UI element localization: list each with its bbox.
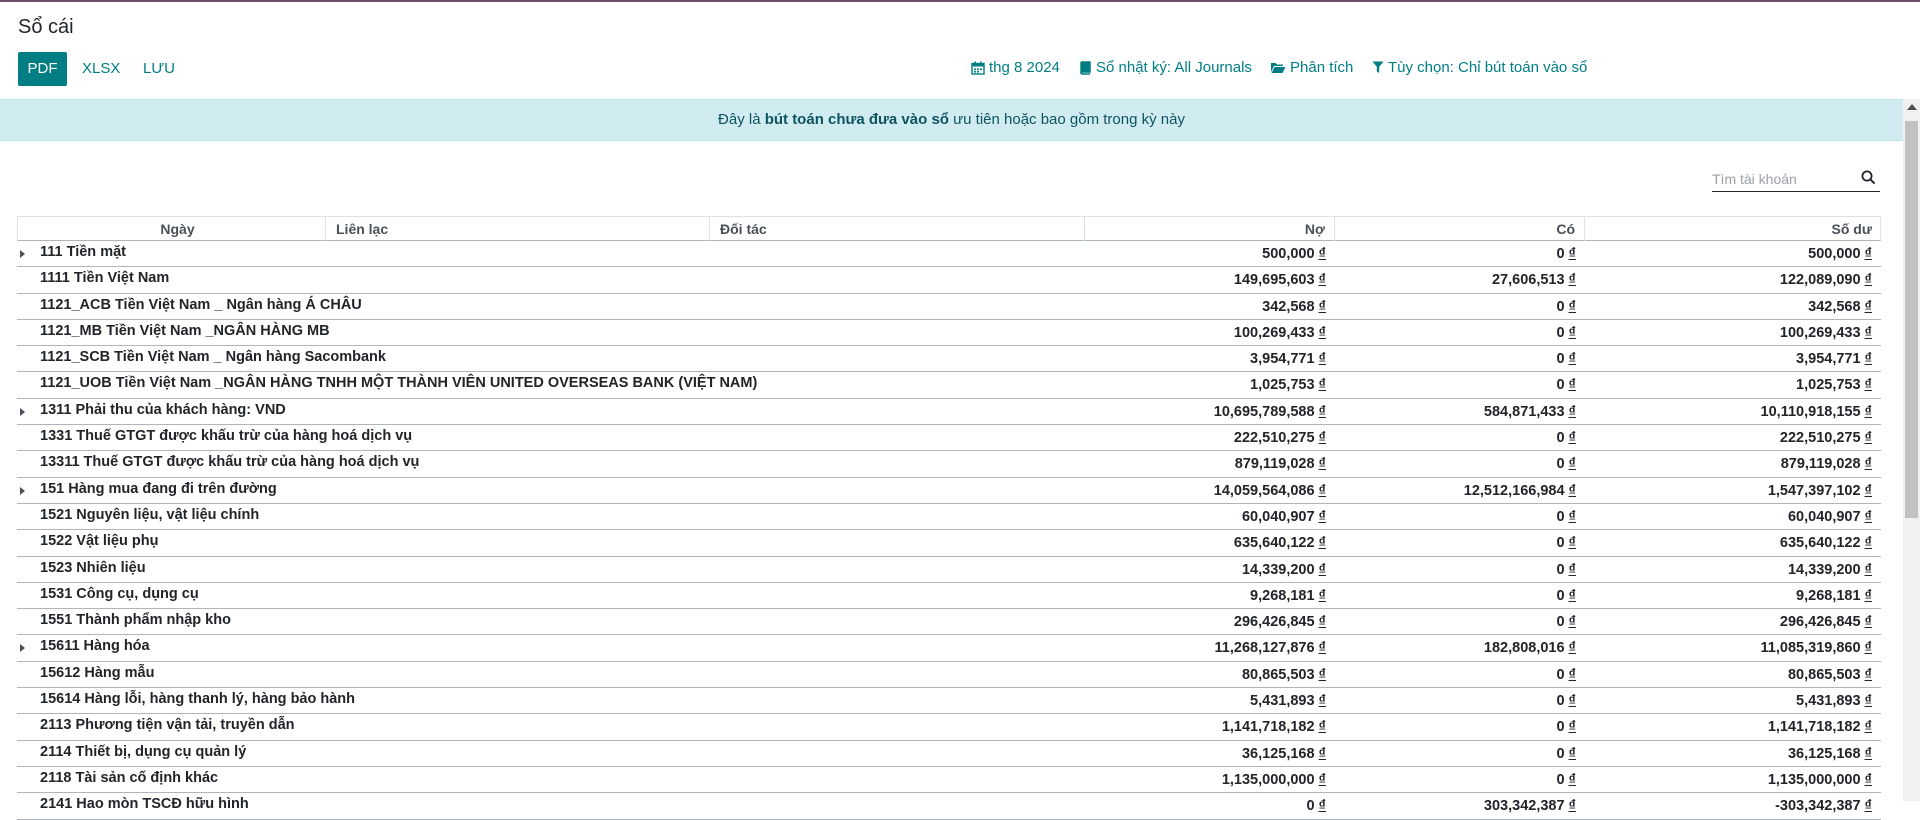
currency-symbol: ₫ bbox=[1864, 272, 1872, 289]
credit-amount bbox=[1334, 535, 1576, 551]
currency-symbol: ₫ bbox=[1568, 798, 1576, 815]
debit-amount bbox=[1084, 377, 1326, 393]
account-row[interactable] bbox=[17, 741, 1881, 767]
account-row[interactable] bbox=[17, 478, 1881, 504]
balance-amount-value: 879,119,028 bbox=[1780, 456, 1861, 473]
currency-symbol: ₫ bbox=[1318, 298, 1326, 315]
currency-symbol: ₫ bbox=[1318, 693, 1326, 710]
currency-symbol: ₫ bbox=[1318, 246, 1326, 262]
balance-amount bbox=[1584, 614, 1872, 630]
debit-amount bbox=[1084, 640, 1326, 656]
folder-open-icon bbox=[1270, 61, 1286, 74]
debit-amount bbox=[1084, 614, 1326, 630]
debit-amount-value: 342,568 bbox=[1262, 298, 1315, 315]
debit-amount bbox=[1084, 456, 1326, 472]
credit-amount bbox=[1334, 719, 1576, 735]
currency-symbol: ₫ bbox=[1568, 508, 1576, 525]
credit-amount bbox=[1334, 246, 1576, 262]
balance-amount bbox=[1584, 562, 1872, 578]
account-name: 2113 Phương tiện vận tải, truyền dẫn bbox=[40, 717, 295, 734]
balance-amount bbox=[1584, 377, 1872, 393]
debit-amount-value: 14,339,200 bbox=[1241, 561, 1315, 578]
caret-right-icon[interactable] bbox=[20, 644, 25, 652]
currency-symbol: ₫ bbox=[1318, 351, 1326, 368]
debit-amount bbox=[1084, 404, 1326, 420]
balance-amount bbox=[1584, 299, 1872, 315]
account-name: 1522 Vật liệu phụ bbox=[40, 533, 159, 550]
currency-symbol: ₫ bbox=[1864, 561, 1872, 578]
account-name: 1311 Phải thu của khách hàng: VND bbox=[40, 401, 286, 418]
balance-amount-value: 14,339,200 bbox=[1787, 561, 1861, 578]
currency-symbol: ₫ bbox=[1568, 298, 1576, 315]
balance-amount-value: 342,568 bbox=[1808, 298, 1861, 315]
alert-suffix: ưu tiên hoặc bao gồm trong kỳ này bbox=[948, 111, 1185, 128]
currency-symbol: ₫ bbox=[1318, 430, 1326, 447]
currency-symbol: ₫ bbox=[1864, 666, 1872, 683]
scrollbar-thumb[interactable] bbox=[1905, 121, 1918, 518]
debit-amount-value: 14,059,564,086 bbox=[1213, 482, 1315, 499]
debit-amount bbox=[1084, 772, 1326, 788]
pdf-button[interactable]: PDF bbox=[18, 52, 67, 86]
credit-amount-value: 0 bbox=[1556, 719, 1565, 736]
currency-symbol: ₫ bbox=[1568, 561, 1576, 578]
account-row[interactable] bbox=[17, 688, 1881, 714]
credit-amount bbox=[1334, 693, 1576, 709]
alert-draft-entries-link[interactable]: bút toán chưa đưa vào sổ bbox=[764, 111, 949, 128]
balance-amount bbox=[1584, 246, 1872, 262]
credit-amount-value: 0 bbox=[1556, 324, 1565, 341]
currency-symbol: ₫ bbox=[1864, 745, 1872, 762]
column-credit[interactable]: Có bbox=[1335, 217, 1585, 241]
currency-symbol: ₫ bbox=[1864, 482, 1872, 499]
currency-symbol: ₫ bbox=[1568, 587, 1576, 604]
balance-amount bbox=[1584, 746, 1872, 762]
credit-amount bbox=[1334, 798, 1576, 814]
account-name: 111 Tiền mặt bbox=[40, 244, 126, 260]
column-balance[interactable]: Số dư bbox=[1831, 221, 1872, 237]
account-name: 1111 Tiền Việt Nam bbox=[40, 270, 170, 287]
search-icon[interactable] bbox=[1861, 170, 1876, 185]
credit-amount-value: 0 bbox=[1556, 771, 1565, 788]
currency-symbol: ₫ bbox=[1318, 719, 1326, 736]
account-name: 15612 Hàng mẫu bbox=[40, 664, 155, 681]
balance-amount bbox=[1584, 404, 1872, 420]
credit-amount-value: 0 bbox=[1556, 666, 1565, 683]
balance-amount-value: 10,110,918,155 bbox=[1760, 403, 1861, 420]
currency-symbol: ₫ bbox=[1318, 771, 1326, 788]
balance-amount bbox=[1584, 719, 1872, 735]
column-debit[interactable]: Nợ bbox=[1085, 217, 1335, 241]
account-row[interactable] bbox=[17, 662, 1881, 688]
column-date[interactable]: Ngày bbox=[30, 217, 326, 241]
balance-amount bbox=[1584, 456, 1872, 472]
balance-amount-value: 296,426,845 bbox=[1779, 614, 1861, 631]
account-row[interactable] bbox=[17, 767, 1881, 793]
currency-symbol: ₫ bbox=[1318, 798, 1326, 815]
debit-amount-value: 1,141,718,182 bbox=[1221, 719, 1315, 736]
account-name: 15614 Hàng lỗi, hàng thanh lý, hàng bảo hành bbox=[40, 691, 356, 708]
debit-amount-value: 149,695,603 bbox=[1233, 272, 1315, 289]
column-partner[interactable]: Đối tác bbox=[710, 217, 1085, 241]
currency-symbol: ₫ bbox=[1568, 482, 1576, 499]
draft-entries-alert bbox=[0, 99, 1903, 141]
balance-amount bbox=[1584, 535, 1872, 551]
balance-amount bbox=[1584, 667, 1872, 683]
balance-amount-value: 9,268,181 bbox=[1796, 587, 1861, 604]
currency-symbol: ₫ bbox=[1864, 693, 1872, 710]
account-row[interactable] bbox=[17, 320, 1881, 346]
credit-amount-value: 0 bbox=[1556, 561, 1565, 578]
debit-amount bbox=[1084, 562, 1326, 578]
xlsx-button[interactable]: XLSX bbox=[82, 60, 121, 77]
account-name: 1121_ACB Tiền Việt Nam _ Ngân hàng Á CHÂU bbox=[40, 296, 362, 313]
currency-symbol: ₫ bbox=[1568, 771, 1576, 788]
debit-amount bbox=[1084, 483, 1326, 499]
book-icon bbox=[1079, 61, 1092, 75]
credit-amount bbox=[1334, 430, 1576, 446]
currency-symbol: ₫ bbox=[1318, 508, 1326, 525]
currency-symbol: ₫ bbox=[1864, 351, 1872, 368]
currency-symbol: ₫ bbox=[1568, 456, 1576, 473]
balance-amount-value: 1,135,000,000 bbox=[1767, 771, 1861, 788]
debit-amount bbox=[1084, 509, 1326, 525]
debit-amount-value: 1,135,000,000 bbox=[1221, 771, 1315, 788]
balance-amount-value: 1,025,753 bbox=[1796, 377, 1861, 394]
credit-amount-value: 0 bbox=[1556, 351, 1565, 368]
balance-amount bbox=[1584, 640, 1872, 656]
account-search bbox=[1712, 166, 1880, 192]
credit-amount-value: 0 bbox=[1556, 430, 1565, 447]
debit-amount-value: 879,119,028 bbox=[1234, 456, 1315, 473]
credit-amount-value: 182,808,016 bbox=[1483, 640, 1565, 657]
credit-amount bbox=[1334, 746, 1576, 762]
credit-amount bbox=[1334, 456, 1576, 472]
account-name: 1121_MB Tiền Việt Nam _NGÂN HÀNG MB bbox=[40, 322, 330, 339]
journals-filter-label: Sổ nhật ký: All Journals bbox=[1096, 59, 1252, 76]
debit-amount bbox=[1084, 667, 1326, 683]
account-name: 2114 Thiết bị, dụng cụ quản lý bbox=[40, 743, 247, 760]
currency-symbol: ₫ bbox=[1864, 535, 1872, 552]
account-row[interactable] bbox=[17, 451, 1881, 477]
account-row[interactable] bbox=[17, 241, 1881, 267]
credit-amount-value: 0 bbox=[1556, 377, 1565, 394]
currency-symbol: ₫ bbox=[1318, 614, 1326, 631]
calendar-icon bbox=[971, 61, 985, 75]
credit-amount-value: 0 bbox=[1556, 246, 1565, 262]
currency-symbol: ₫ bbox=[1568, 693, 1576, 710]
credit-amount-value: 0 bbox=[1556, 587, 1565, 604]
account-row[interactable] bbox=[17, 372, 1881, 398]
currency-symbol: ₫ bbox=[1318, 482, 1326, 499]
credit-amount bbox=[1334, 404, 1576, 420]
account-row[interactable] bbox=[17, 557, 1881, 583]
credit-amount-value: 303,342,387 bbox=[1483, 798, 1565, 815]
balance-amount bbox=[1584, 430, 1872, 446]
currency-symbol: ₫ bbox=[1864, 456, 1872, 473]
currency-symbol: ₫ bbox=[1568, 745, 1576, 762]
currency-symbol: ₫ bbox=[1318, 535, 1326, 552]
account-row[interactable] bbox=[17, 793, 1881, 819]
balance-amount-value: 100,269,433 bbox=[1779, 324, 1861, 341]
account-row[interactable] bbox=[17, 425, 1881, 451]
balance-amount bbox=[1584, 693, 1872, 709]
balance-amount-value: 1,141,718,182 bbox=[1767, 719, 1861, 736]
balance-amount-value: 1,547,397,102 bbox=[1767, 482, 1861, 499]
balance-amount-value: 5,431,893 bbox=[1796, 693, 1861, 710]
balance-amount bbox=[1584, 509, 1872, 525]
currency-symbol: ₫ bbox=[1864, 771, 1872, 788]
debit-amount-value: 3,954,771 bbox=[1250, 351, 1315, 368]
balance-amount-value: 36,125,168 bbox=[1787, 745, 1861, 762]
balance-amount-value: 11,085,319,860 bbox=[1760, 640, 1861, 657]
account-name: 1121_UOB Tiền Việt Nam _NGÂN HÀNG TNHH MỘT THÀNH VIÊN UNITED OVERSEAS BANK (VIỆT NAM) bbox=[40, 375, 758, 392]
date-filter-label: thg 8 2024 bbox=[989, 59, 1060, 76]
account-name: 2141 Hao mòn TSCĐ hữu hình bbox=[40, 796, 249, 813]
credit-amount bbox=[1334, 667, 1576, 683]
caret-right-icon[interactable] bbox=[20, 487, 25, 495]
debit-amount-value: 1,025,753 bbox=[1250, 377, 1315, 394]
balance-amount bbox=[1584, 588, 1872, 604]
account-name: 13311 Thuế GTGT được khấu trừ của hàng hoá dịch vụ bbox=[40, 454, 420, 471]
credit-amount-value: 0 bbox=[1556, 745, 1565, 762]
balance-amount-value: 122,089,090 bbox=[1779, 272, 1861, 289]
debit-amount-value: 36,125,168 bbox=[1241, 745, 1315, 762]
debit-amount bbox=[1084, 693, 1326, 709]
account-name: 151 Hàng mua đang đi trên đường bbox=[40, 480, 277, 497]
account-name: 1121_SCB Tiền Việt Nam _ Ngân hàng Sacombank bbox=[40, 349, 386, 366]
account-name: 1531 Công cụ, dụng cụ bbox=[40, 585, 199, 602]
credit-amount bbox=[1334, 509, 1576, 525]
debit-amount bbox=[1084, 719, 1326, 735]
currency-symbol: ₫ bbox=[1568, 640, 1576, 657]
currency-symbol: ₫ bbox=[1864, 587, 1872, 604]
page-title: Sổ cái bbox=[18, 16, 74, 38]
credit-amount bbox=[1334, 640, 1576, 656]
currency-symbol: ₫ bbox=[1318, 456, 1326, 473]
debit-amount bbox=[1084, 246, 1326, 262]
debit-amount bbox=[1084, 272, 1326, 288]
alert-prefix: Đây là bbox=[718, 111, 765, 128]
debit-amount bbox=[1084, 351, 1326, 367]
credit-amount-value: 0 bbox=[1556, 535, 1565, 552]
credit-amount bbox=[1334, 325, 1576, 341]
balance-amount-value: 80,865,503 bbox=[1787, 666, 1861, 683]
currency-symbol: ₫ bbox=[1864, 298, 1872, 315]
debit-amount bbox=[1084, 430, 1326, 446]
currency-symbol: ₫ bbox=[1864, 719, 1872, 736]
balance-amount-value: -303,342,387 bbox=[1775, 798, 1861, 815]
debit-amount bbox=[1084, 325, 1326, 341]
currency-symbol: ₫ bbox=[1864, 430, 1872, 447]
balance-amount bbox=[1584, 483, 1872, 499]
account-row[interactable] bbox=[17, 294, 1881, 320]
currency-symbol: ₫ bbox=[1864, 377, 1872, 394]
currency-symbol: ₫ bbox=[1568, 351, 1576, 368]
date-filter[interactable] bbox=[971, 59, 1060, 76]
credit-amount-value: 0 bbox=[1556, 508, 1565, 525]
debit-amount-value: 222,510,275 bbox=[1233, 430, 1315, 447]
options-filter[interactable] bbox=[1372, 59, 1587, 76]
currency-symbol: ₫ bbox=[1318, 561, 1326, 578]
currency-symbol: ₫ bbox=[1318, 640, 1326, 657]
account-row[interactable] bbox=[17, 583, 1881, 609]
debit-amount-value: 60,040,907 bbox=[1241, 508, 1315, 525]
account-row[interactable] bbox=[17, 399, 1881, 425]
account-name: 1523 Nhiên liệu bbox=[40, 559, 146, 576]
balance-amount bbox=[1584, 772, 1872, 788]
debit-amount bbox=[1084, 588, 1326, 604]
debit-amount-value: 500,000 bbox=[1262, 246, 1315, 262]
credit-amount bbox=[1334, 562, 1576, 578]
currency-symbol: ₫ bbox=[1568, 614, 1576, 631]
filter-icon bbox=[1372, 61, 1384, 74]
credit-amount bbox=[1334, 272, 1576, 288]
credit-amount bbox=[1334, 614, 1576, 630]
currency-symbol: ₫ bbox=[1864, 798, 1872, 815]
save-button[interactable]: LƯU bbox=[143, 60, 175, 77]
balance-amount-value: 222,510,275 bbox=[1779, 430, 1861, 447]
account-row[interactable] bbox=[17, 609, 1881, 635]
currency-symbol: ₫ bbox=[1318, 403, 1326, 420]
debit-amount bbox=[1084, 746, 1326, 762]
balance-amount-value: 60,040,907 bbox=[1787, 508, 1861, 525]
currency-symbol: ₫ bbox=[1318, 587, 1326, 604]
account-row[interactable] bbox=[17, 635, 1881, 661]
currency-symbol: ₫ bbox=[1864, 403, 1872, 420]
credit-amount-value: 0 bbox=[1556, 693, 1565, 710]
currency-symbol: ₫ bbox=[1864, 640, 1872, 657]
caret-right-icon[interactable] bbox=[20, 408, 25, 416]
currency-symbol: ₫ bbox=[1568, 719, 1576, 736]
credit-amount bbox=[1334, 588, 1576, 604]
journals-filter[interactable] bbox=[1079, 59, 1252, 76]
ledger-table-body bbox=[17, 241, 1881, 820]
account-row[interactable] bbox=[17, 267, 1881, 293]
debit-amount-value: 0 bbox=[1306, 798, 1315, 815]
options-filter-label: Tùy chọn: Chỉ bút toán vào sổ bbox=[1388, 59, 1588, 76]
currency-symbol: ₫ bbox=[1318, 377, 1326, 394]
currency-symbol: ₫ bbox=[1318, 745, 1326, 762]
balance-amount bbox=[1584, 798, 1872, 814]
account-row[interactable] bbox=[17, 504, 1881, 530]
account-row[interactable] bbox=[17, 530, 1881, 556]
balance-amount bbox=[1584, 272, 1872, 288]
debit-amount-value: 296,426,845 bbox=[1233, 614, 1315, 631]
account-name: 15611 Hàng hóa bbox=[40, 638, 150, 655]
account-row[interactable] bbox=[17, 346, 1881, 372]
credit-amount-value: 12,512,166,984 bbox=[1463, 482, 1565, 499]
debit-amount bbox=[1084, 798, 1326, 814]
credit-amount-value: 0 bbox=[1556, 614, 1565, 631]
account-search-input[interactable] bbox=[1712, 168, 1852, 190]
account-name: 1331 Thuế GTGT được khấu trừ của hàng hoá dịch vụ bbox=[40, 428, 413, 445]
balance-amount-value: 500,000 bbox=[1808, 246, 1861, 262]
currency-symbol: ₫ bbox=[1864, 324, 1872, 341]
currency-symbol: ₫ bbox=[1318, 666, 1326, 683]
currency-symbol: ₫ bbox=[1318, 272, 1326, 289]
currency-symbol: ₫ bbox=[1568, 377, 1576, 394]
currency-symbol: ₫ bbox=[1318, 324, 1326, 341]
credit-amount-value: 0 bbox=[1556, 456, 1565, 473]
credit-amount bbox=[1334, 377, 1576, 393]
balance-amount bbox=[1584, 325, 1872, 341]
debit-amount-value: 5,431,893 bbox=[1250, 693, 1315, 710]
account-row[interactable] bbox=[17, 714, 1881, 740]
credit-amount bbox=[1334, 483, 1576, 499]
currency-symbol: ₫ bbox=[1568, 666, 1576, 683]
currency-symbol: ₫ bbox=[1864, 614, 1872, 631]
top-brand-line bbox=[0, 0, 1920, 2]
column-communication[interactable]: Liên lạc bbox=[326, 217, 710, 241]
currency-symbol: ₫ bbox=[1864, 508, 1872, 525]
analytic-filter[interactable] bbox=[1270, 59, 1353, 76]
balance-amount bbox=[1584, 351, 1872, 367]
credit-amount bbox=[1334, 299, 1576, 315]
debit-amount-value: 10,695,789,588 bbox=[1213, 403, 1315, 420]
debit-amount-value: 11,268,127,876 bbox=[1214, 640, 1315, 657]
currency-symbol: ₫ bbox=[1864, 246, 1872, 262]
debit-amount-value: 80,865,503 bbox=[1241, 666, 1315, 683]
caret-right-icon[interactable] bbox=[20, 250, 25, 258]
credit-amount-value: 0 bbox=[1556, 298, 1565, 315]
debit-amount-value: 100,269,433 bbox=[1233, 324, 1315, 341]
credit-amount-value: 27,606,513 bbox=[1491, 272, 1565, 289]
currency-symbol: ₫ bbox=[1568, 246, 1576, 262]
account-name: 1521 Nguyên liệu, vật liệu chính bbox=[40, 506, 260, 523]
debit-amount-value: 635,640,122 bbox=[1233, 535, 1315, 552]
currency-symbol: ₫ bbox=[1568, 403, 1576, 420]
account-name: 2118 Tài sản cố định khác bbox=[40, 769, 219, 786]
analytic-filter-label: Phân tích bbox=[1290, 59, 1354, 76]
debit-amount-value: 9,268,181 bbox=[1250, 587, 1315, 604]
debit-amount bbox=[1084, 299, 1326, 315]
scroll-up-arrow-icon[interactable] bbox=[1907, 104, 1917, 110]
currency-symbol: ₫ bbox=[1568, 535, 1576, 552]
debit-amount bbox=[1084, 535, 1326, 551]
credit-amount bbox=[1334, 351, 1576, 367]
credit-amount-value: 584,871,433 bbox=[1483, 403, 1565, 420]
account-name: 1551 Thành phẩm nhập kho bbox=[40, 612, 231, 629]
currency-symbol: ₫ bbox=[1568, 324, 1576, 341]
credit-amount bbox=[1334, 772, 1576, 788]
balance-amount-value: 635,640,122 bbox=[1779, 535, 1861, 552]
currency-symbol: ₫ bbox=[1568, 272, 1576, 289]
balance-amount-value: 3,954,771 bbox=[1796, 351, 1861, 368]
currency-symbol: ₫ bbox=[1568, 430, 1576, 447]
ledger-table-header bbox=[17, 216, 1881, 241]
